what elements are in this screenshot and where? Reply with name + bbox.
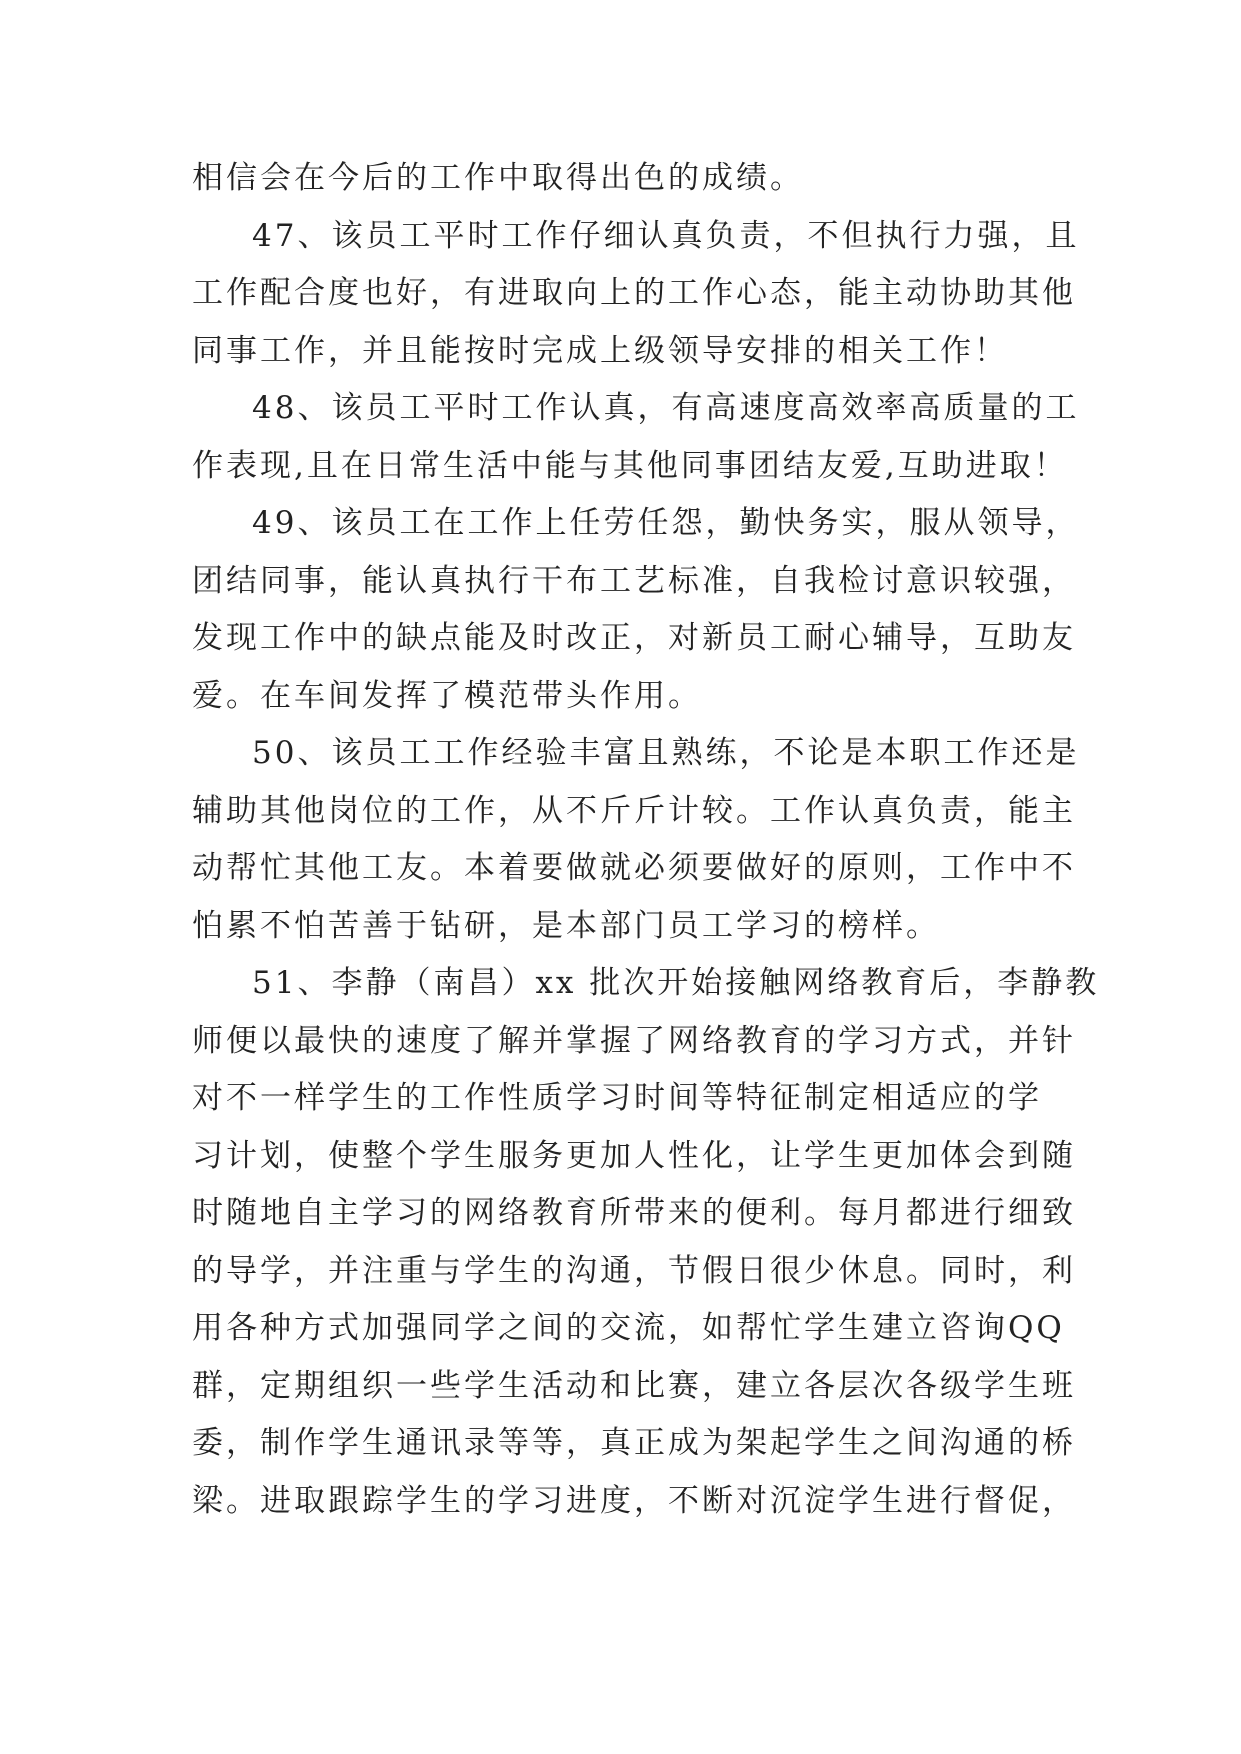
text-line: 委，制作学生通讯录等等，真正成为架起学生之间沟通的桥 xyxy=(192,1425,1076,1461)
text-line: 对不一样学生的工作性质学习时间等特征制定相适应的学 xyxy=(192,1080,1042,1116)
text-line: 的导学，并注重与学生的沟通，节假日很少休息。同时，利 xyxy=(192,1252,1076,1289)
text-line: 怕累不怕苦善于钻研，是本部门员工学习的榜样。 xyxy=(192,907,940,944)
text-line: 辅助其他岗位的工作，从不斤斤计较。工作认真负责，能主 xyxy=(192,792,1076,829)
paragraph-49-line-1: 49、该员工在工作上任劳任怨，勤快务实，服从领导， xyxy=(252,505,1080,541)
paragraph-48-line-1: 48、该员工平时工作认真，有高速度高效率高质量的工 xyxy=(252,390,1080,426)
paragraph-51-line-1: 51、李静（南昌）xx 批次开始接触网络教育后，李静教 xyxy=(252,965,1100,1001)
text-line: 团结同事，能认真执行干布工艺标准，自我检讨意识较强， xyxy=(192,562,1076,599)
text-line: 发现工作中的缺点能及时改正，对新员工耐心辅导，互助友 xyxy=(192,620,1076,656)
text-line: 相信会在今后的工作中取得出色的成绩。 xyxy=(192,160,804,196)
text-line: 时随地自主学习的网络教育所带来的便利。每月都进行细致 xyxy=(192,1195,1076,1231)
text-line: 群，定期组织一些学生活动和比赛，建立各层次各级学生班 xyxy=(192,1367,1076,1404)
document-body xyxy=(192,150,1100,1530)
text-line: 工作配合度也好，有进取向上的工作心态，能主动协助其他 xyxy=(192,275,1076,311)
text-line: 师便以最快的速度了解并掌握了网络教育的学习方式，并针 xyxy=(192,1022,1076,1059)
text-line: 同事工作，并且能按时完成上级领导安排的相关工作！ xyxy=(192,332,1008,369)
text-line: 爱。在车间发挥了模范带头作用。 xyxy=(192,677,702,714)
paragraph-47-line-1: 47、该员工平时工作仔细认真负责，不但执行力强，且 xyxy=(252,217,1080,254)
text-line: 作表现,且在日常生活中能与其他同事团结友爱,互助进取！ xyxy=(192,447,1068,484)
text-line: 习计划，使整个学生服务更加人性化，让学生更加体会到随 xyxy=(192,1137,1076,1174)
paragraph-50-line-1: 50、该员工工作经验丰富且熟练，不论是本职工作还是 xyxy=(252,735,1080,771)
text-line: 梁。进取跟踪学生的学习进度，不断对沉淀学生进行督促， xyxy=(192,1482,1076,1519)
text-line: 动帮忙其他工友。本着要做就必须要做好的原则，工作中不 xyxy=(192,850,1076,886)
text-line: 用各种方式加强同学之间的交流，如帮忙学生建立咨询QQ xyxy=(192,1310,1065,1346)
